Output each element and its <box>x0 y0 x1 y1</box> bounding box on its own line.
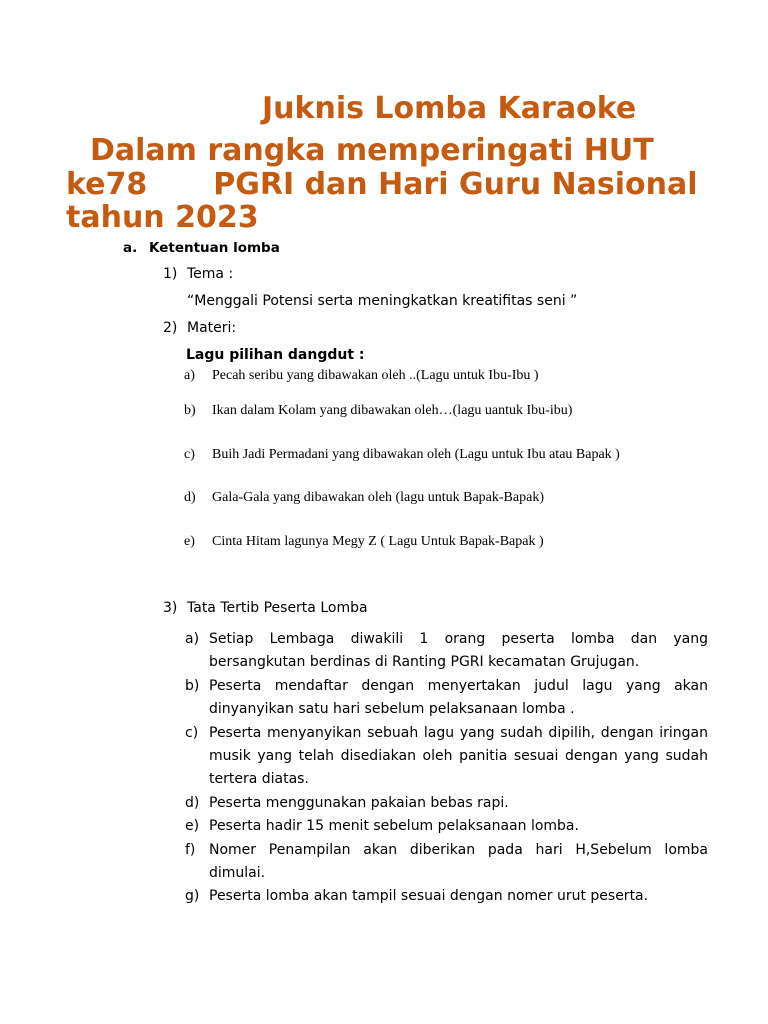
song-item <box>184 368 539 384</box>
rule-item <box>185 885 708 908</box>
item-2-heading <box>163 320 236 336</box>
rules-list <box>185 628 708 909</box>
item-1-label: Tema : <box>187 266 234 282</box>
rule-marker: a) <box>185 631 200 647</box>
item-1-marker: 1) <box>163 266 178 282</box>
song-marker: c) <box>184 447 195 462</box>
song-text: Gala-Gala yang dibawakan oleh (lagu untuk Bapak-Bapak) <box>212 490 544 505</box>
song-item <box>184 447 620 463</box>
song-marker: b) <box>184 403 196 418</box>
item-1-heading <box>163 266 233 282</box>
title-line-1: Juknis Lomba Karaoke <box>262 91 637 126</box>
section-a-title: Ketentuan lomba <box>149 240 280 256</box>
song-item <box>184 490 544 506</box>
rule-text: Peserta menggunakan pakaian bebas rapi. <box>209 794 509 811</box>
song-text: Cinta Hitam lagunya Megy Z ( Lagu Untuk Bapak-Bapak ) <box>212 534 544 549</box>
title-line-3-part-a: ke78 <box>66 167 148 202</box>
section-a-heading <box>123 240 280 256</box>
item-3-heading <box>163 600 368 616</box>
song-marker: a) <box>184 368 195 383</box>
rule-item <box>185 839 708 886</box>
rule-text: Peserta lomba akan tampil sesuai dengan nomer urut peserta. <box>209 888 649 905</box>
rule-item <box>185 628 708 675</box>
item-3-marker: 3) <box>163 600 178 616</box>
rule-marker: d) <box>185 794 200 811</box>
rule-text: Peserta mendaftar dengan menyertakan judul lagu yang akan dinyanyikan satu hari sebelum pelaksanaan lomba . <box>209 677 708 718</box>
item-2-label: Materi: <box>187 320 237 336</box>
title-line-4: tahun 2023 <box>66 200 259 235</box>
rule-item <box>185 722 708 792</box>
rule-marker: b) <box>185 677 200 694</box>
rule-text: Peserta menyanyikan sebuah lagu yang sudah dipilih, dengan iringan musik yang telah disediakan oleh panitia sesuai dengan yang sudah tertera diatas. <box>209 724 708 788</box>
item-2-marker: 2) <box>163 320 178 336</box>
item-3-label: Tata Tertib Peserta Lomba <box>187 600 368 616</box>
tema-text: “Menggali Potensi serta meningkatkan kreatifitas seni ” <box>187 293 578 309</box>
rule-item <box>185 792 708 815</box>
song-marker: d) <box>184 490 196 505</box>
song-list-heading: Lagu pilihan dangdut : <box>186 347 365 363</box>
rule-item <box>185 815 708 838</box>
rule-text: Setiap Lembaga diwakili 1 orang peserta lomba dan yang bersangkutan berdinas di Ranting PGRI kecamatan Grujugan. <box>209 631 708 671</box>
title-line-3-part-b: PGRI dan Hari Guru Nasional <box>213 167 698 202</box>
section-a-marker: a. <box>123 240 138 256</box>
rule-marker: g) <box>185 888 200 905</box>
song-text: Pecah seribu yang dibawakan oleh ..(Lagu untuk Ibu-Ibu ) <box>212 368 539 383</box>
rule-text: Peserta hadir 15 menit sebelum pelaksanaan lomba. <box>209 818 579 835</box>
song-item <box>184 534 544 550</box>
rule-marker: e) <box>185 818 200 835</box>
song-item <box>184 403 572 419</box>
song-text: Buih Jadi Permadani yang dibawakan oleh (Lagu untuk Ibu atau Bapak ) <box>212 447 620 462</box>
rule-item <box>185 675 708 722</box>
title-line-3 <box>66 168 698 202</box>
song-text: Ikan dalam Kolam yang dibawakan oleh…(lagu uantuk Ibu-ibu) <box>212 403 573 418</box>
rule-marker: c) <box>185 724 199 741</box>
title-line-2: Dalam rangka memperingati HUT <box>90 133 654 168</box>
song-marker: e) <box>184 534 195 549</box>
rule-marker: f) <box>185 841 196 858</box>
rule-text: Nomer Penampilan akan diberikan pada hari H,Sebelum lomba dimulai. <box>209 841 708 882</box>
